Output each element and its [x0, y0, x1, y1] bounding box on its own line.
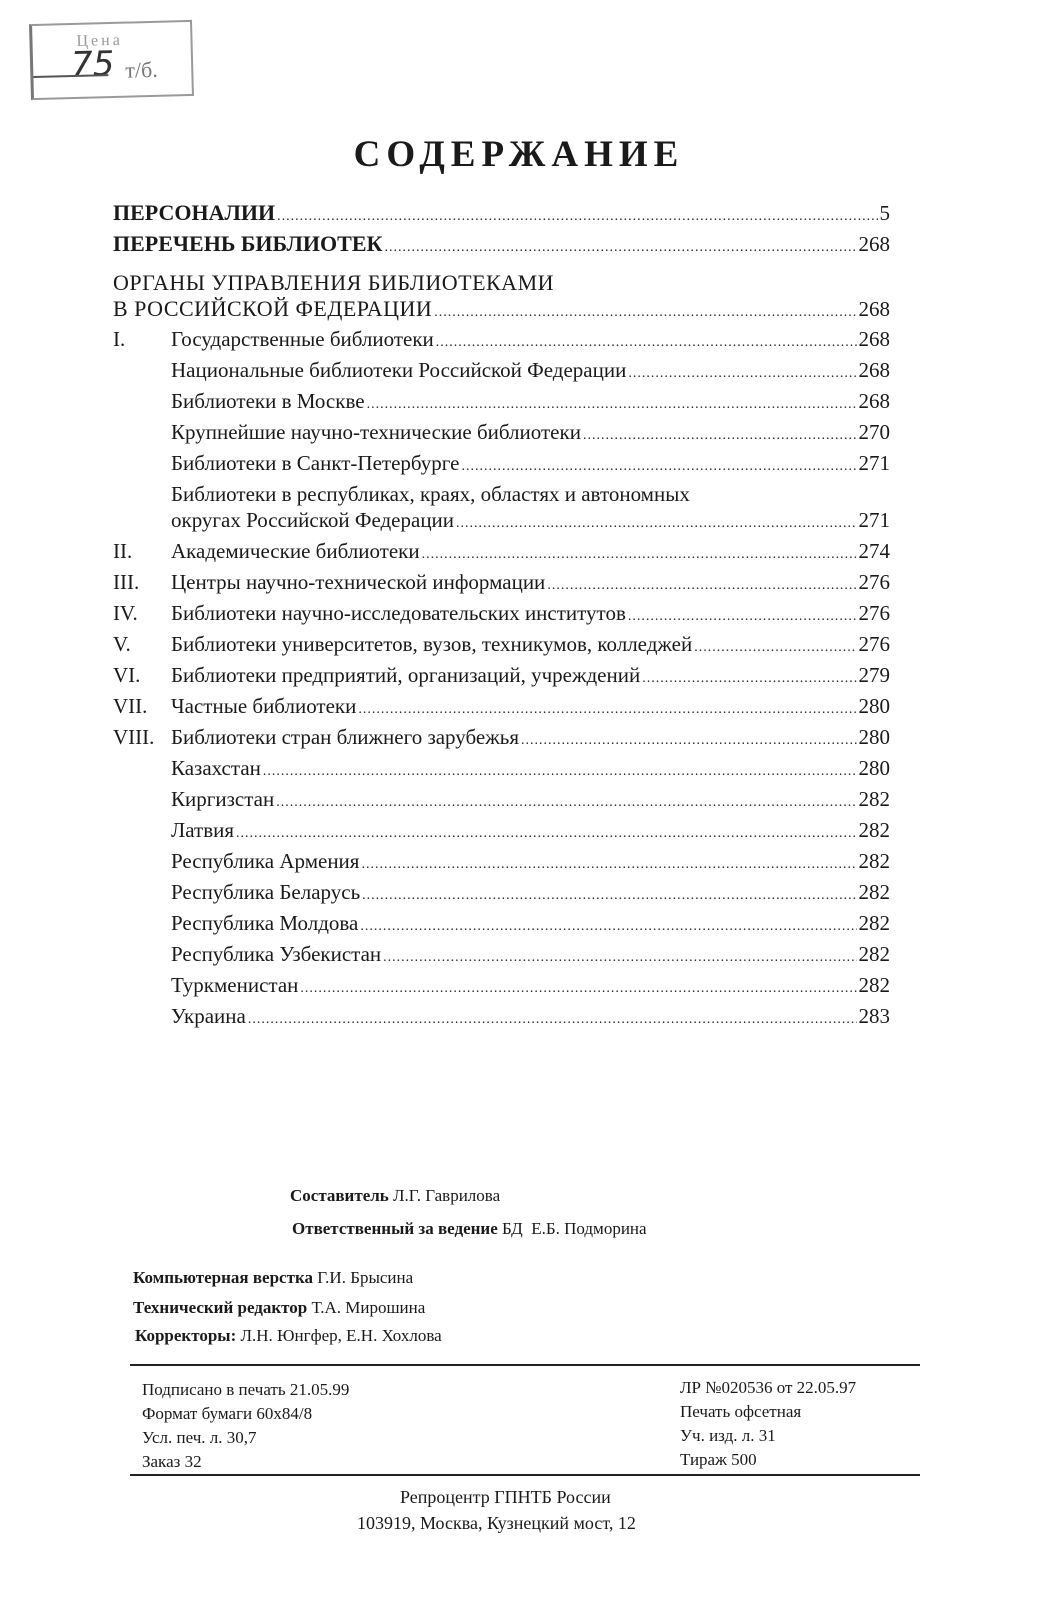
toc-entry-label: Республика Молдова — [171, 911, 359, 935]
toc-page-number: 274 — [858, 539, 890, 563]
toc-page-number: 271 — [858, 451, 890, 475]
toc-entry-label: Республика Узбекистан — [171, 942, 382, 966]
toc-leader-dots — [384, 240, 856, 256]
toc-entry[interactable] — [113, 296, 890, 327]
toc-leader-dots — [694, 640, 856, 656]
toc-leader-dots — [362, 888, 856, 904]
toc-entry-label: Библиотеки в республиках, краях, областях и автономных — [171, 482, 690, 506]
imprint-line: Уч. изд. л. 31 — [680, 1426, 776, 1445]
toc-entry[interactable] — [113, 787, 890, 818]
toc-page-number: 282 — [858, 818, 890, 842]
toc-entry[interactable] — [113, 358, 890, 389]
toc-entry[interactable] — [113, 539, 890, 570]
toc-entry-label: ОРГАНЫ УПРАВЛЕНИЯ БИБЛИОТЕКАМИ — [113, 270, 555, 295]
imprint-left — [142, 1378, 349, 1474]
toc-page-number: 276 — [858, 570, 890, 594]
toc-page-number: 280 — [858, 725, 890, 749]
toc-entry[interactable] — [113, 942, 890, 973]
table-of-contents — [113, 200, 890, 1035]
toc-entry-label: ПЕРСОНАЛИИ — [113, 200, 276, 225]
toc-leader-dots — [628, 366, 856, 382]
toc-page-number: 283 — [858, 1004, 890, 1028]
toc-entry[interactable] — [113, 849, 890, 880]
toc-entry[interactable] — [113, 508, 890, 539]
toc-entry-line1 — [113, 270, 890, 296]
credit-name: Т.А. Мирошина — [311, 1298, 426, 1317]
toc-leader-dots — [436, 335, 857, 351]
credit-role: Технический редактор — [133, 1298, 308, 1317]
toc-section-number: VI. — [113, 663, 141, 687]
toc-page-number: 276 — [858, 601, 890, 625]
toc-entry[interactable] — [113, 973, 890, 1004]
toc-section-number: I. — [113, 327, 126, 351]
toc-page-number: 276 — [858, 632, 890, 656]
credit-role: Составитель — [290, 1186, 389, 1205]
imprint-line: Печать офсетная — [680, 1402, 802, 1421]
toc-page-number: 282 — [858, 942, 890, 966]
toc-page-number: 5 — [879, 201, 890, 225]
toc-entry-label: Украина — [171, 1004, 246, 1028]
toc-entry[interactable] — [113, 694, 890, 725]
toc-entry[interactable] — [113, 818, 890, 849]
toc-entry[interactable] — [113, 200, 890, 231]
toc-entry-label: Библиотеки в Москве — [171, 389, 365, 413]
credit-role: Ответственный за ведение — [292, 1219, 498, 1238]
toc-page-number: 282 — [858, 787, 890, 811]
toc-leader-dots — [422, 547, 857, 563]
toc-entry-line1 — [113, 482, 890, 508]
toc-page-number: 282 — [858, 973, 890, 997]
toc-section-number: VIII. — [113, 725, 155, 749]
toc-entry-label: Киргизстан — [171, 787, 275, 811]
toc-page-number: 268 — [858, 389, 890, 413]
toc-entry-label: В РОССИЙСКОЙ ФЕДЕРАЦИИ — [113, 296, 433, 321]
toc-entry[interactable] — [113, 1004, 890, 1035]
toc-entry-label: Библиотеки университетов, вузов, техникумов, колледжей — [171, 632, 693, 656]
toc-entry-label: Национальные библиотеки Российской Федерации — [171, 358, 627, 382]
imprint-line: Тираж 500 — [680, 1450, 757, 1469]
toc-leader-dots — [583, 428, 857, 444]
toc-entry[interactable] — [113, 420, 890, 451]
toc-entry[interactable] — [113, 632, 890, 663]
toc-section-number: IV. — [113, 601, 138, 625]
toc-entry-label: Республика Армения — [171, 849, 360, 873]
credit-layout — [133, 1268, 413, 1288]
toc-page-number: 270 — [858, 420, 890, 444]
toc-entry[interactable] — [113, 880, 890, 911]
credit-compiler — [290, 1186, 500, 1206]
toc-entry-label: Библиотеки научно-исследовательских институтов — [171, 601, 626, 625]
toc-entry-label: Библиотеки в Санкт-Петербурге — [171, 451, 460, 475]
toc-leader-dots — [456, 516, 856, 532]
credit-tech-editor — [133, 1298, 425, 1318]
toc-entry[interactable] — [113, 451, 890, 482]
toc-page-number: 280 — [858, 756, 890, 780]
toc-leader-dots — [547, 578, 856, 594]
credit-db-responsible — [292, 1219, 647, 1239]
publisher-address: 103919, Москва, Кузнецкий мост, 12 — [357, 1513, 636, 1533]
toc-page-number: 280 — [858, 694, 890, 718]
toc-page-number: 268 — [858, 327, 890, 351]
toc-leader-dots — [248, 1012, 857, 1028]
toc-leader-dots — [360, 919, 856, 935]
toc-entry[interactable] — [113, 601, 890, 632]
toc-spacer — [113, 262, 890, 270]
toc-entry[interactable] — [113, 570, 890, 601]
divider-bottom — [130, 1474, 920, 1476]
toc-leader-dots — [236, 826, 856, 842]
toc-leader-dots — [300, 981, 856, 997]
toc-entry[interactable] — [113, 389, 890, 420]
toc-page-number: 282 — [858, 880, 890, 904]
toc-entry-label: Академические библиотеки — [171, 539, 420, 563]
toc-leader-dots — [461, 459, 856, 475]
toc-entry[interactable] — [113, 663, 890, 694]
imprint-line: Усл. печ. л. 30,7 — [142, 1428, 257, 1447]
stamp-unit: т/б. — [124, 56, 159, 83]
divider-top — [130, 1364, 920, 1366]
toc-leader-dots — [642, 671, 856, 687]
publisher-name: Репроцентр ГПНТБ России — [400, 1487, 611, 1507]
toc-entry-label: Туркменистан — [171, 973, 299, 997]
toc-leader-dots — [628, 609, 857, 625]
toc-page-number: 268 — [858, 297, 890, 321]
toc-section-number: VII. — [113, 694, 148, 718]
imprint-line: Заказ 32 — [142, 1452, 202, 1471]
toc-section-number: II. — [113, 539, 133, 563]
stamp-label: Цена — [76, 31, 124, 50]
credit-name: Л.Н. Юнгфер, Е.Н. Хохлова — [240, 1326, 442, 1345]
toc-leader-dots — [434, 305, 856, 321]
toc-entry-label: Крупнейшие научно-технические библиотеки — [171, 420, 581, 444]
toc-entry-label: ПЕРЕЧЕНЬ БИБЛИОТЕК — [113, 231, 383, 256]
toc-entry-label: Частные библиотеки — [171, 694, 357, 718]
stamp-value: 75 — [70, 43, 115, 86]
toc-page-number: 268 — [858, 232, 890, 256]
toc-leader-dots — [383, 950, 856, 966]
credit-name: Г.И. Брысина — [317, 1268, 414, 1287]
toc-section-number: V. — [113, 632, 131, 656]
toc-page-number: 279 — [858, 663, 890, 687]
toc-entry-label: Республика Беларусь — [171, 880, 361, 904]
credit-role: Компьютерная верстка — [133, 1268, 313, 1287]
toc-entry-label: Центры научно-технической информации — [171, 570, 546, 594]
credit-proofreaders — [135, 1326, 442, 1346]
toc-leader-dots — [358, 702, 856, 718]
toc-page-number: 271 — [858, 508, 890, 532]
toc-leader-dots — [367, 397, 857, 413]
credit-name: БД Е.Б. Подморина — [502, 1219, 647, 1238]
toc-entry-label: округах Российской Федерации — [171, 508, 455, 532]
toc-page-number: 268 — [858, 358, 890, 382]
toc-section-number: III. — [113, 570, 140, 594]
toc-leader-dots — [276, 795, 856, 811]
price-stamp — [29, 20, 194, 100]
toc-entry[interactable] — [113, 725, 890, 756]
imprint-line: ЛР №020536 от 22.05.97 — [680, 1378, 857, 1397]
toc-leader-dots — [277, 209, 877, 225]
toc-page-number: 282 — [858, 911, 890, 935]
page-title: СОДЕРЖАНИЕ — [353, 134, 685, 175]
toc-leader-dots — [361, 857, 856, 873]
toc-entry[interactable] — [113, 911, 890, 942]
toc-entry-label: Латвия — [171, 818, 235, 842]
toc-entry-label: Казахстан — [171, 756, 261, 780]
toc-page-number: 282 — [858, 849, 890, 873]
credit-role: Корректоры: — [135, 1326, 237, 1345]
imprint-right — [680, 1376, 856, 1472]
toc-entry[interactable] — [113, 231, 890, 262]
credit-name: Л.Г. Гаврилова — [393, 1186, 501, 1205]
imprint-line: Подписано в печать 21.05.99 — [142, 1380, 350, 1399]
toc-entry-label: Государственные библиотеки — [171, 327, 434, 351]
toc-leader-dots — [521, 733, 857, 749]
toc-entry[interactable] — [113, 756, 890, 787]
toc-entry-label: Библиотеки предприятий, организаций, учреждений — [171, 663, 641, 687]
toc-leader-dots — [263, 764, 857, 780]
toc-entry-label: Библиотеки стран ближнего зарубежья — [171, 725, 519, 749]
toc-entry[interactable] — [113, 327, 890, 358]
imprint-line: Формат бумаги 60x84/8 — [142, 1404, 313, 1423]
